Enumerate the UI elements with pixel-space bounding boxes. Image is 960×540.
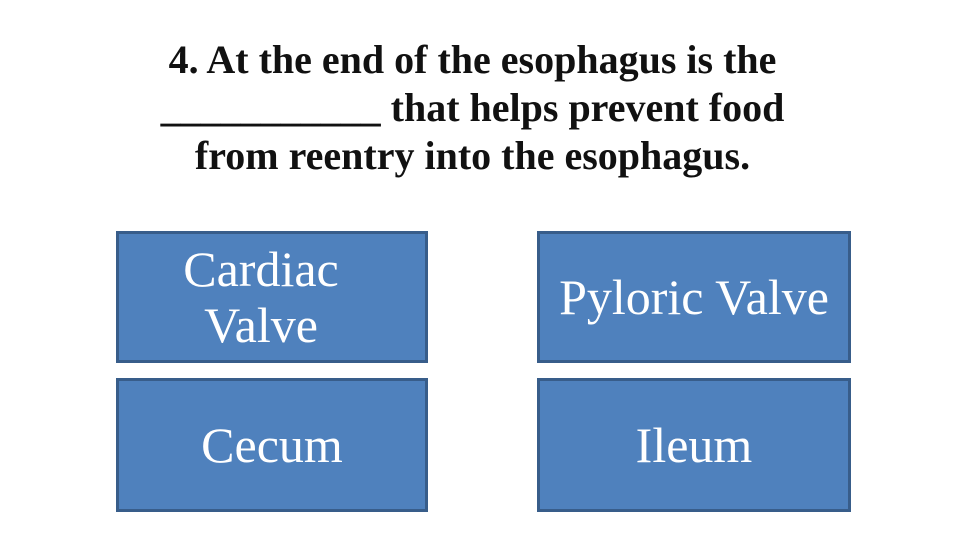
answer-label-line: Cecum xyxy=(201,417,343,473)
answer-label xyxy=(183,241,338,353)
answer-cardiac-valve-button[interactable] xyxy=(116,231,428,363)
answer-label xyxy=(636,417,753,473)
answer-label-line: Valve xyxy=(204,297,318,353)
question-text xyxy=(90,36,855,180)
answer-label xyxy=(559,269,829,325)
answer-label-line: Pyloric Valve xyxy=(559,269,829,325)
answer-label-line: Ileum xyxy=(635,417,753,473)
answer-label xyxy=(201,417,343,473)
answer-label-line: Cardiac xyxy=(183,241,339,297)
question-line-1: 4. At the end of the esophagus is the xyxy=(168,37,777,82)
question-line-2: ___________ that helps prevent food xyxy=(160,85,785,130)
answer-cecum-button[interactable] xyxy=(116,378,428,512)
question-line-3: from reentry into the esophagus. xyxy=(194,133,751,178)
answer-pyloric-valve-button[interactable] xyxy=(537,231,851,363)
answer-ileum-button[interactable] xyxy=(537,378,851,512)
